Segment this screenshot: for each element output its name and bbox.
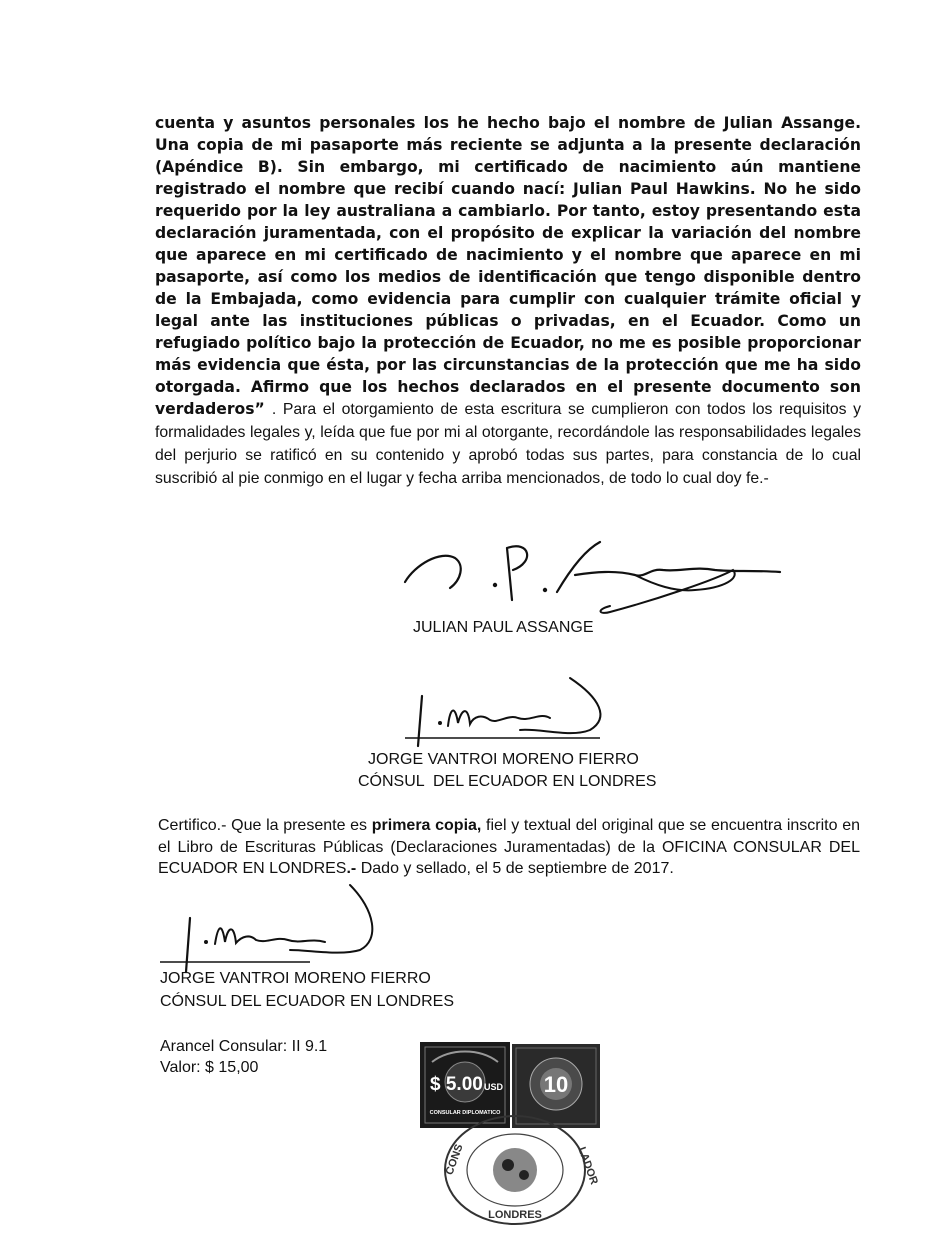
signatory3-title: CÓNSUL DEL ECUADOR EN LONDRES (160, 993, 454, 1010)
stamp1-caption: CONSULAR DIPLOMATICO (429, 1110, 501, 1116)
declaration-regular-text: . Para el otorgamiento de esta escritura se cumplieron con todos los requisitos y formalidades legales y, leída que fue por mi al otorgante, recordándole las responsabilidades legales del perjurio se ratificó en su contenido y aprobó todas sus partes, para constancia de lo cual suscribió al pie conmigo en el lugar y fecha arriba mencionados, de todo lo cual doy fe.- (155, 401, 861, 487)
certification-text-2: fiel y textual del original que se encuentra inscrito en el Libro de Escrituras Públicas (Declaraciones Juramentadas) de la OFICINA CONSULAR DEL ECUADOR EN LONDRES (158, 817, 861, 877)
signature-consul (400, 668, 620, 748)
arancel-consular: Arancel Consular: II 9.1 (160, 1038, 328, 1055)
signatory1-name: JULIAN PAUL ASSANGE (413, 619, 594, 636)
stamp2-value: 10 (543, 1072, 569, 1097)
consulate-seal (440, 1115, 600, 1234)
stamp1-value: $ 5.00 (430, 1074, 483, 1095)
signatory2-name: JORGE VANTROI MORENO FIERRO (368, 751, 639, 768)
declaration-bold-text: cuenta y asuntos personales los he hecho bajo el nombre de Julian Assange. Una copia de mi pasaporte más reciente se adjunta a la presente declaración (Apéndice B). Sin embargo, mi certificado de nacimiento aún mantiene registrado el nombre que recibí cuando nací: Julian Paul Hawkins. No he sido requerido por la ley australiana a cambiarlo. Por tanto, estoy presentando esta declaración juramentada, con el propósito de explicar la variación del nombre que aparece en mi certificado de nacimiento y el nombre que aparece en mi pasaporte, así como los medios de identificación que tengo disponible dentro de la Embajada, como evidencia para cumplir con cualquier trámite oficial y legal ante las instituciones públicas o privadas, en el Ecuador. Como un refugiado político bajo la protección de Ecuador, no me es posible proporcionar más evidencia que ésta, por las circunstancias de la protección que me ha sido otorgada. Afirmo que los hechos declarados en el presente documento son verdaderos” (155, 114, 861, 418)
signatory2-title: CÓNSUL DEL ECUADOR EN LONDRES (358, 773, 657, 790)
signature-assange (395, 530, 815, 625)
seal-text-bottom: LONDRES (488, 1209, 542, 1221)
fee-valor: Valor: $ 15,00 (160, 1059, 259, 1076)
signature-consul-certification (160, 880, 390, 975)
signatory3-name: JORGE VANTROI MORENO FIERRO (160, 970, 431, 987)
declaration-paragraph (155, 112, 861, 490)
certification-paragraph (158, 815, 860, 880)
seal-text-right: LADOR (575, 1145, 600, 1187)
stamp1-currency: USD (484, 1082, 504, 1092)
certification-bold-2: .- (346, 860, 357, 877)
certification-text-1: Certifico.- Que la presente es (158, 817, 372, 834)
certification-text-3: Dado y sellado, el 5 de septiembre de 2017. (356, 860, 674, 877)
seal-text-left: CONS (443, 1142, 466, 1177)
certification-bold-1: primera copia, (371, 817, 482, 834)
